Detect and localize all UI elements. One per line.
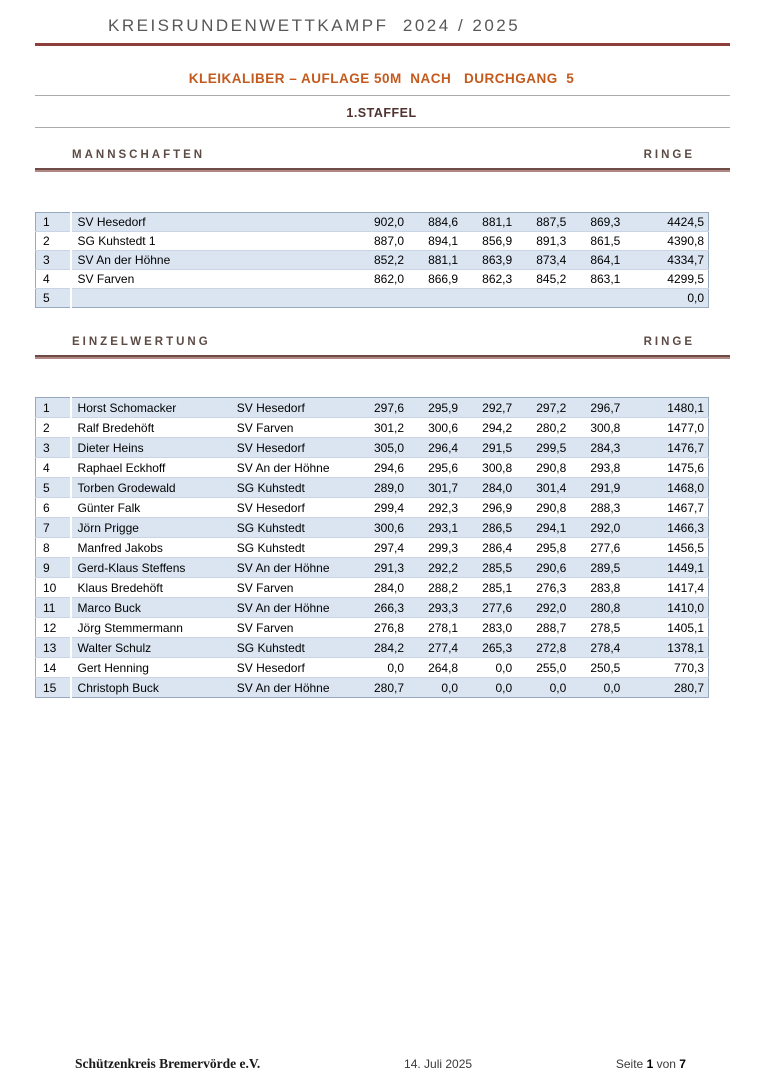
total-cell: 280,7 [673, 680, 704, 695]
total-cell: 1417,4 [667, 580, 704, 595]
total-cell: 4299,5 [667, 272, 704, 286]
score-cell: 894,1 [428, 234, 459, 248]
score-cell: 283,0 [482, 620, 513, 635]
score-cell: 295,6 [428, 460, 459, 475]
rank-cell: 5 [36, 289, 71, 308]
score-cell: 290,6 [536, 560, 567, 575]
total-cell: 1466,3 [667, 520, 704, 535]
teams-table [35, 212, 709, 308]
total-cell: 1405,1 [667, 620, 704, 635]
rank-cell: 10 [36, 578, 71, 598]
score-cell: 291,9 [590, 480, 621, 495]
name-cell: Torben Grodewald [77, 480, 176, 495]
score-cell: 300,6 [374, 520, 405, 535]
club-cell: SV Hesedorf [236, 500, 305, 515]
rank-cell: 8 [36, 538, 71, 558]
score-cell: 864,1 [590, 253, 621, 267]
total-cell: 1476,7 [667, 440, 704, 455]
score-cell: 295,9 [428, 400, 459, 415]
score-cell [462, 289, 516, 308]
score-cell: 276,8 [374, 620, 405, 635]
rank-cell: 7 [36, 518, 71, 538]
table-row [36, 558, 709, 578]
rank-cell: 9 [36, 558, 71, 578]
name-cell: Walter Schulz [77, 640, 152, 655]
score-cell: 292,0 [536, 600, 567, 615]
total-cell: 4424,5 [667, 215, 704, 229]
total-cell: 4334,7 [667, 253, 704, 267]
page-counter [616, 1057, 686, 1071]
score-cell: 286,4 [482, 540, 513, 555]
table-row [36, 398, 709, 418]
teams-section-header [35, 149, 730, 161]
score-cell: 296,7 [590, 400, 621, 415]
score-cell [408, 289, 462, 308]
score-cell: 291,3 [374, 560, 405, 575]
score-cell: 280,7 [374, 680, 405, 695]
score-cell: 293,1 [428, 520, 459, 535]
divider-rule [35, 127, 730, 128]
table-row [36, 438, 709, 458]
score-cell: 856,9 [482, 234, 513, 248]
name-cell: SV An der Höhne [77, 253, 171, 267]
score-cell: 280,2 [536, 420, 567, 435]
rank-cell: 13 [36, 638, 71, 658]
table-row [36, 618, 709, 638]
table-row [36, 578, 709, 598]
total-cell: 1475,6 [667, 460, 704, 475]
club-cell: SV Farven [236, 620, 294, 635]
score-cell: 869,3 [590, 215, 621, 229]
table-row [36, 289, 709, 308]
score-cell: 288,2 [428, 580, 459, 595]
club-cell: SV Hesedorf [236, 440, 305, 455]
name-cell: SG Kuhstedt 1 [77, 234, 156, 248]
score-cell: 265,3 [482, 640, 513, 655]
name-cell [71, 289, 354, 308]
score-cell: 297,4 [374, 540, 405, 555]
individuals-section-rule [35, 355, 730, 359]
club-cell: SV Hesedorf [236, 660, 305, 675]
page-counter-number: 1 [646, 1057, 654, 1071]
score-cell: 284,2 [374, 640, 405, 655]
title-rule [35, 43, 730, 46]
score-cell: 280,8 [590, 600, 621, 615]
score-cell: 290,8 [536, 500, 567, 515]
individuals-ringe-label: RINGE [643, 336, 695, 348]
score-cell: 272,8 [536, 640, 567, 655]
score-cell: 294,6 [374, 460, 405, 475]
teams-ringe-label: RINGE [643, 149, 695, 161]
score-cell: 283,8 [590, 580, 621, 595]
score-cell: 300,8 [590, 420, 621, 435]
club-cell: SG Kuhstedt [236, 480, 305, 495]
score-cell: 301,7 [428, 480, 459, 495]
table-row [36, 270, 709, 289]
name-cell: Raphael Eckhoff [77, 460, 166, 475]
table-row [36, 678, 709, 698]
score-cell: 887,0 [374, 234, 405, 248]
rank-cell: 5 [36, 478, 71, 498]
score-cell: 0,0 [441, 680, 459, 695]
score-cell: 296,4 [428, 440, 459, 455]
divider-rule [35, 95, 730, 96]
table-row [36, 478, 709, 498]
score-cell: 845,2 [536, 272, 567, 286]
score-cell: 294,1 [536, 520, 567, 535]
score-cell: 276,3 [536, 580, 567, 595]
score-cell: 0,0 [549, 680, 567, 695]
staffel-heading: 1.STAFFEL [346, 106, 417, 120]
score-cell: 881,1 [428, 253, 459, 267]
score-cell: 0,0 [495, 680, 513, 695]
score-cell: 288,3 [590, 500, 621, 515]
total-cell: 0,0 [687, 291, 704, 305]
club-cell: SV Farven [236, 580, 294, 595]
total-cell: 1378,1 [667, 640, 704, 655]
table-row [36, 598, 709, 618]
score-cell: 866,9 [428, 272, 459, 286]
page-counter-total: 7 [679, 1057, 686, 1071]
score-cell: 884,6 [428, 215, 459, 229]
score-cell: 278,4 [590, 640, 621, 655]
name-cell: Marco Buck [77, 600, 141, 615]
score-cell: 288,7 [536, 620, 567, 635]
table-row [36, 538, 709, 558]
score-cell: 300,6 [428, 420, 459, 435]
name-cell: Christoph Buck [77, 680, 159, 695]
score-cell: 0,0 [603, 680, 621, 695]
page-counter-of: von [656, 1057, 676, 1071]
page-title: KREISRUNDENWETTKAMPF 2024 / 2025 [108, 16, 521, 35]
total-cell: 1477,0 [667, 420, 704, 435]
rank-cell: 11 [36, 598, 71, 618]
competition-subtitle: KLEIKALIBER – AUFLAGE 50M NACH DURCHGANG 5 [188, 71, 575, 86]
score-cell: 861,5 [590, 234, 621, 248]
name-cell: Jörg Stemmermann [77, 620, 183, 635]
name-cell: Gerd-Klaus Steffens [77, 560, 186, 575]
score-cell: 255,0 [536, 660, 567, 675]
club-cell: SV Farven [236, 420, 294, 435]
total-cell: 1467,7 [667, 500, 704, 515]
score-cell: 284,0 [374, 580, 405, 595]
score-cell: 863,1 [590, 272, 621, 286]
score-cell: 891,3 [536, 234, 567, 248]
footer-date: 14. Juli 2025 [404, 1057, 473, 1071]
club-cell: SV An der Höhne [236, 600, 330, 615]
name-cell: SV Farven [77, 272, 135, 286]
score-cell: 285,1 [482, 580, 513, 595]
score-cell: 278,5 [590, 620, 621, 635]
score-cell: 292,3 [428, 500, 459, 515]
name-cell: Jörn Prigge [77, 520, 139, 535]
score-cell: 297,2 [536, 400, 567, 415]
rank-cell: 6 [36, 498, 71, 518]
score-cell [516, 289, 570, 308]
name-cell: Dieter Heins [77, 440, 144, 455]
score-cell: 278,1 [428, 620, 459, 635]
score-cell: 266,3 [374, 600, 405, 615]
rank-cell: 3 [36, 251, 71, 270]
rank-cell: 12 [36, 618, 71, 638]
rank-cell: 3 [36, 438, 71, 458]
table-row [36, 418, 709, 438]
score-cell: 290,8 [536, 460, 567, 475]
club-cell: SG Kuhstedt [236, 520, 305, 535]
name-cell: SV Hesedorf [77, 215, 146, 229]
score-cell: 873,4 [536, 253, 567, 267]
teams-section-label: MANNSCHAFTEN [72, 149, 206, 161]
total-cell: 1410,0 [667, 600, 704, 615]
total-cell: 4390,8 [667, 234, 704, 248]
table-row [36, 213, 709, 232]
total-cell: 1480,1 [667, 400, 704, 415]
score-cell: 292,2 [428, 560, 459, 575]
score-cell: 250,5 [590, 660, 621, 675]
table-row [36, 518, 709, 538]
club-cell: SV An der Höhne [236, 460, 330, 475]
individuals-table [35, 397, 709, 698]
score-cell: 862,0 [374, 272, 405, 286]
individuals-section-header [35, 336, 730, 348]
organization-name: Schützenkreis Bremervörde e.V. [75, 1056, 261, 1071]
score-cell: 293,8 [590, 460, 621, 475]
total-cell: 1449,1 [667, 560, 704, 575]
table-row [36, 658, 709, 678]
score-cell: 305,0 [374, 440, 405, 455]
score-cell: 292,0 [590, 520, 621, 535]
name-cell: Klaus Bredehöft [77, 580, 163, 595]
score-cell: 293,3 [428, 600, 459, 615]
table-row [36, 498, 709, 518]
score-cell: 284,3 [590, 440, 621, 455]
score-cell: 852,2 [374, 253, 405, 267]
table-row [36, 638, 709, 658]
table-row [36, 251, 709, 270]
score-cell: 300,8 [482, 460, 513, 475]
score-cell: 862,3 [482, 272, 513, 286]
score-cell: 292,7 [482, 400, 513, 415]
rank-cell: 2 [36, 418, 71, 438]
rank-cell: 4 [36, 270, 71, 289]
score-cell: 296,9 [482, 500, 513, 515]
score-cell: 295,8 [536, 540, 567, 555]
score-cell: 299,5 [536, 440, 567, 455]
club-cell: SV An der Höhne [236, 560, 330, 575]
club-cell: SV Hesedorf [236, 400, 305, 415]
score-cell: 902,0 [374, 215, 405, 229]
name-cell: Günter Falk [77, 500, 141, 515]
score-cell: 301,4 [536, 480, 567, 495]
score-cell [354, 289, 408, 308]
total-cell: 1456,5 [667, 540, 704, 555]
score-cell: 285,5 [482, 560, 513, 575]
rank-cell: 1 [36, 213, 71, 232]
score-cell: 277,4 [428, 640, 459, 655]
score-cell: 301,2 [374, 420, 405, 435]
score-cell: 297,6 [374, 400, 405, 415]
total-cell: 770,3 [673, 660, 704, 675]
club-cell: SG Kuhstedt [236, 640, 305, 655]
rank-cell: 4 [36, 458, 71, 478]
name-cell: Gert Henning [77, 660, 149, 675]
name-cell: Ralf Bredehöft [77, 420, 155, 435]
rank-cell: 15 [36, 678, 71, 698]
score-cell: 0,0 [495, 660, 513, 675]
club-cell: SV An der Höhne [236, 680, 330, 695]
rank-cell: 14 [36, 658, 71, 678]
rank-cell: 1 [36, 398, 71, 418]
score-cell: 284,0 [482, 480, 513, 495]
individuals-section-label: EINZELWERTUNG [72, 336, 211, 348]
score-cell: 264,8 [428, 660, 459, 675]
score-cell: 299,4 [374, 500, 405, 515]
score-cell: 863,9 [482, 253, 513, 267]
score-cell: 289,5 [590, 560, 621, 575]
score-cell: 286,5 [482, 520, 513, 535]
total-cell: 1468,0 [667, 480, 704, 495]
score-cell: 289,0 [374, 480, 405, 495]
club-cell: SG Kuhstedt [236, 540, 305, 555]
name-cell: Horst Schomacker [77, 400, 177, 415]
teams-section-rule [35, 168, 730, 172]
table-row [36, 458, 709, 478]
score-cell: 0,0 [387, 660, 405, 675]
name-cell: Manfred Jakobs [77, 540, 163, 555]
score-cell: 277,6 [482, 600, 513, 615]
score-cell: 887,5 [536, 215, 567, 229]
score-cell: 277,6 [590, 540, 621, 555]
rank-cell: 2 [36, 232, 71, 251]
page-counter-prefix: Seite [615, 1057, 644, 1071]
table-row [36, 232, 709, 251]
score-cell: 294,2 [482, 420, 513, 435]
score-cell: 291,5 [482, 440, 513, 455]
score-cell [570, 289, 624, 308]
score-cell: 299,3 [428, 540, 459, 555]
score-cell: 881,1 [482, 215, 513, 229]
page-footer [75, 1056, 686, 1072]
